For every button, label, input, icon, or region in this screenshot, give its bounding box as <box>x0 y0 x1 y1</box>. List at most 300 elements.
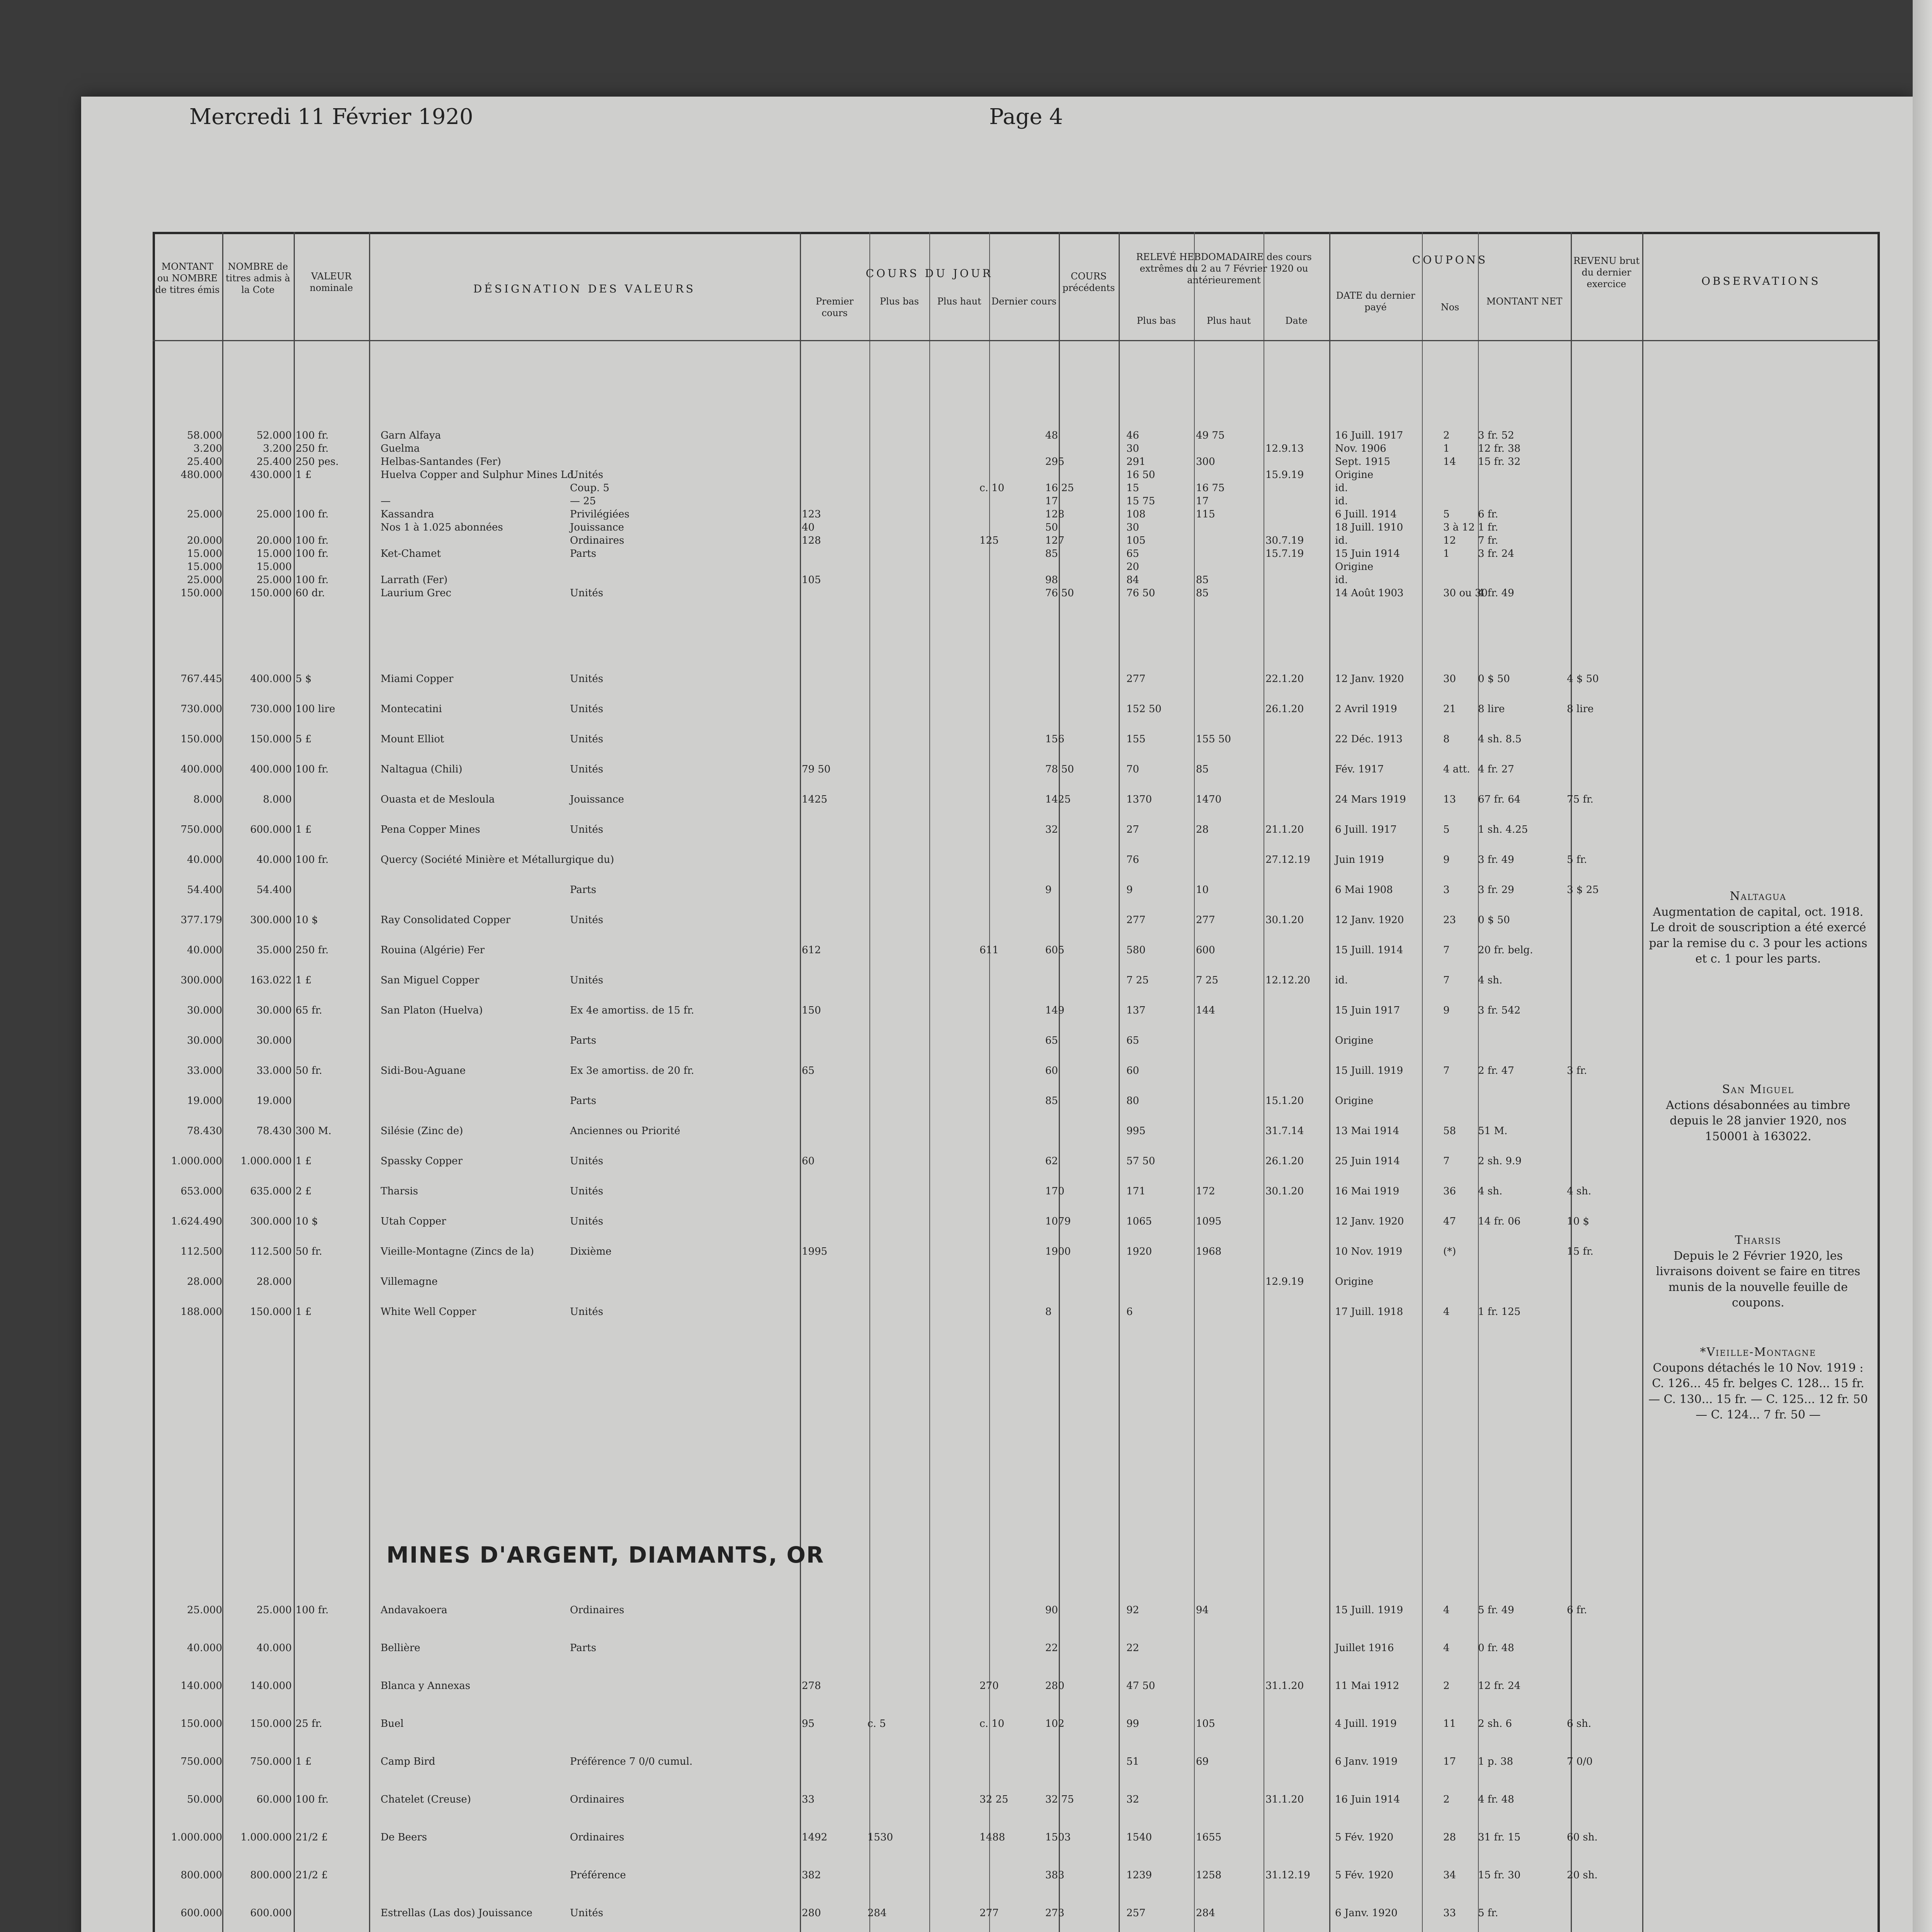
cell-cno: 21 <box>1443 703 1456 715</box>
cell-cnet: 3 fr. 24 <box>1478 548 1514 560</box>
cell-nombre: 600.000 <box>250 1907 292 1919</box>
cell-rdate: 22.1.20 <box>1265 673 1304 685</box>
cell-nominal: 250 pes. <box>296 456 339 468</box>
security-name: Nos 1 à 1.025 abonnées <box>381 522 503 533</box>
cell-nombre: 54.400 <box>257 884 292 896</box>
cell-rbas: 105 <box>1126 535 1146 546</box>
cell-nombre: 52.000 <box>257 430 292 441</box>
security-name: Mount Elliot <box>381 733 444 745</box>
cell-rhaut: 16 75 <box>1196 482 1225 494</box>
page-number: Page 4 <box>989 104 1063 129</box>
cell-rev: 15 fr. <box>1567 1246 1594 1257</box>
col-head-releve: RELEVÉ HEBDOMADAIRE des cours extrêmes du 2 au 7 Février 1920 ou antérieurement <box>1136 252 1312 286</box>
cell-rhaut: 7 25 <box>1196 975 1218 986</box>
cell-cdate: 16 Mai 1919 <box>1335 1185 1400 1197</box>
cell-rev: 4 sh. <box>1567 1185 1592 1197</box>
cell-montant: 20.000 <box>187 535 222 546</box>
cell-nombre: 300.000 <box>250 1216 292 1227</box>
cell-prec: 48 <box>1045 430 1058 441</box>
cell-rhaut: 115 <box>1196 509 1215 520</box>
table-row <box>153 1034 1880 1047</box>
security-class: Parts <box>570 884 597 896</box>
cell-nominal: 100 fr. <box>296 764 329 775</box>
table-row <box>153 1755 1880 1768</box>
cell-dernier: 277 <box>980 1907 999 1919</box>
cell-cdate: id. <box>1335 482 1348 494</box>
cell-nombre: 15.000 <box>257 548 292 560</box>
cell-cno: 8 <box>1443 733 1450 745</box>
cell-rbas: 84 <box>1126 574 1139 586</box>
cell-montant: 15.000 <box>187 548 222 560</box>
table-row <box>153 1094 1880 1107</box>
security-class: Unités <box>570 1185 604 1197</box>
cell-cnet: 15 fr. 32 <box>1478 456 1521 468</box>
cell-cdate: 25 Juin 1914 <box>1335 1155 1400 1167</box>
cell-montant: 30.000 <box>187 1035 222 1046</box>
cell-nombre: 60.000 <box>257 1794 292 1805</box>
cell-rhaut: 1655 <box>1196 1832 1222 1843</box>
cell-rbas: 291 <box>1126 456 1146 468</box>
cell-montant: 188.000 <box>180 1306 222 1318</box>
security-class: Unités <box>570 975 604 986</box>
cell-rhaut: 49 75 <box>1196 430 1225 441</box>
cell-nominal: 100 fr. <box>296 1604 329 1616</box>
cell-cdate: 6 Mai 1908 <box>1335 884 1393 896</box>
cell-montant: 25.000 <box>187 574 222 586</box>
cell-rbas: 277 <box>1126 914 1146 926</box>
cell-cno: 7 <box>1443 944 1450 956</box>
col-head-releve-date: Date <box>1285 315 1308 326</box>
cell-cdate: 15 Juin 1917 <box>1335 1005 1400 1016</box>
cell-cnet: 5 fr. 49 <box>1478 1604 1514 1616</box>
cell-rhaut: 300 <box>1196 456 1215 468</box>
cell-prec: 280 <box>1045 1680 1065 1692</box>
cell-cno: 9 <box>1443 1005 1450 1016</box>
cell-montant: 19.000 <box>187 1095 222 1107</box>
cell-rbas: 137 <box>1126 1005 1146 1016</box>
security-class: Ordinaires <box>570 1832 624 1843</box>
cell-cnet: 4 sh. 8.5 <box>1478 733 1522 745</box>
col-head-coupons: COUPONS <box>1412 253 1488 266</box>
cell-nombre: 150.000 <box>250 1718 292 1730</box>
cell-cno: 4 <box>1443 1642 1450 1654</box>
cell-cno: 30 <box>1443 673 1456 685</box>
cell-cno: 34 <box>1443 1869 1456 1881</box>
cell-rbas: 80 <box>1126 1095 1139 1107</box>
cell-cdate: 12 Janv. 1920 <box>1335 914 1404 926</box>
cell-cno: 11 <box>1443 1718 1456 1730</box>
cell-premier: 79 50 <box>802 764 831 775</box>
security-class: Dixième <box>570 1246 612 1257</box>
observation-text: Depuis le 2 Février 1920, les livraisons doivent se faire en titres munis de la nouvelle feuille de coupons. <box>1656 1249 1861 1310</box>
cell-prec: 76 50 <box>1045 587 1074 599</box>
cell-rev: 8 lire <box>1567 703 1594 715</box>
cell-montant: 750.000 <box>180 824 222 835</box>
cell-rbas: 15 <box>1126 482 1139 494</box>
cell-montant: 30.000 <box>187 1005 222 1016</box>
cell-prec: 295 <box>1045 456 1065 468</box>
cell-nombre: 150.000 <box>250 733 292 745</box>
col-head-plus-haut: Plus haut <box>937 296 981 307</box>
security-class: Unités <box>570 673 604 685</box>
cell-prec: 22 <box>1045 1642 1058 1654</box>
cell-montant: 112.500 <box>180 1246 222 1257</box>
security-class: Parts <box>570 1095 597 1107</box>
security-class: Parts <box>570 1035 597 1046</box>
cell-cnet: 1 sh. 4.25 <box>1478 824 1528 835</box>
cell-cdate: id. <box>1335 574 1348 586</box>
cell-cnet: 8 lire <box>1478 703 1505 715</box>
cell-rhaut: 1095 <box>1196 1216 1222 1227</box>
cell-cno: 17 <box>1443 1756 1456 1767</box>
observation-title: San Miguel <box>1722 1083 1794 1096</box>
cell-nominal: 1 £ <box>296 1155 312 1167</box>
cell-nominal: 100 fr. <box>296 854 329 866</box>
cell-nombre: 400.000 <box>250 673 292 685</box>
cell-rdate: 15.7.19 <box>1265 548 1304 560</box>
cell-nominal: 10 $ <box>296 914 318 926</box>
table-row <box>153 1245 1880 1258</box>
col-head-dernier: Dernier cours <box>991 296 1057 307</box>
observation-note <box>1646 1082 1870 1145</box>
cell-cnet: 31 fr. 15 <box>1478 1832 1521 1843</box>
cell-cdate: id. <box>1335 495 1348 507</box>
security-class: Unités <box>570 764 604 775</box>
cell-montant: 28.000 <box>187 1276 222 1287</box>
cell-premier: 128 <box>802 535 821 546</box>
table-row <box>153 793 1880 806</box>
cell-prec: 62 <box>1045 1155 1058 1167</box>
table-row <box>153 481 1880 495</box>
cell-montant: 50.000 <box>187 1794 222 1805</box>
table-row <box>153 1906 1880 1920</box>
cell-cnet: 4 sh. <box>1478 975 1503 986</box>
cell-nombre: 40.000 <box>257 854 292 866</box>
cell-rdate: 26.1.20 <box>1265 703 1304 715</box>
security-name: De Beers <box>381 1832 427 1843</box>
table-row <box>153 672 1880 685</box>
cell-cno: 13 <box>1443 794 1456 805</box>
table-row <box>153 1004 1880 1017</box>
cell-rbas: 47 50 <box>1126 1680 1155 1692</box>
cell-montant: 767.445 <box>180 673 222 685</box>
cell-nombre: 40.000 <box>257 1642 292 1654</box>
cell-cno: 12 <box>1443 535 1456 546</box>
security-class: Unités <box>570 824 604 835</box>
cell-prec: 1503 <box>1045 1832 1071 1843</box>
security-name: Rouina (Algérie) Fer <box>381 944 485 956</box>
cell-montant: 25.000 <box>187 509 222 520</box>
cell-montant: 480.000 <box>180 469 222 481</box>
cell-prec: 9 <box>1045 884 1052 896</box>
cell-rbas: 1540 <box>1126 1832 1152 1843</box>
cell-rbas: 16 50 <box>1126 469 1155 481</box>
cell-rhaut: 284 <box>1196 1907 1215 1919</box>
security-name: Quercy (Société Minière et Métallurgique du) <box>381 854 614 866</box>
cell-cdate: 6 Janv. 1920 <box>1335 1907 1398 1919</box>
security-class: Ex 4e amortiss. de 15 fr. <box>570 1005 694 1016</box>
cell-rhaut: 172 <box>1196 1185 1215 1197</box>
cell-nombre: 8.000 <box>263 794 292 805</box>
security-name: Larrath (Fer) <box>381 574 448 586</box>
cell-prec: 1900 <box>1045 1246 1071 1257</box>
cell-nombre: 112.500 <box>250 1246 292 1257</box>
cell-cnet: 3 fr. 29 <box>1478 884 1514 896</box>
cell-cnet: 0 $ 50 <box>1478 673 1510 685</box>
table-row <box>153 1679 1880 1692</box>
cell-rbas: 15 75 <box>1126 495 1155 507</box>
security-class: Unités <box>570 914 604 926</box>
cell-cnet: 2 fr. 47 <box>1478 1065 1514 1077</box>
cell-cnet: 3 fr. 542 <box>1478 1005 1521 1016</box>
cell-nominal: 300 M. <box>296 1125 332 1137</box>
cell-nombre: 78.430 <box>257 1125 292 1137</box>
cell-cnet: 1 fr. <box>1478 522 1498 533</box>
cell-cno: 7 <box>1443 975 1450 986</box>
cell-rdate: 15.9.19 <box>1265 469 1304 481</box>
cell-premier: 95 <box>802 1718 815 1730</box>
cell-rev: 60 sh. <box>1567 1832 1598 1843</box>
cell-rbas: 277 <box>1126 673 1146 685</box>
cell-prec: 102 <box>1045 1718 1065 1730</box>
cell-cnet: 4 fr. 49 <box>1478 587 1514 599</box>
security-name: Blanca y Annexas <box>381 1680 471 1692</box>
security-class: — 25 <box>570 495 596 507</box>
cell-cnet: 6 fr. <box>1478 509 1498 520</box>
table-row <box>153 853 1880 866</box>
table-row <box>153 1604 1880 1617</box>
cell-nombre: 3.200 <box>263 443 292 454</box>
cell-dernier: 32 25 <box>980 1794 1009 1805</box>
cell-nominal: 1 £ <box>296 1756 312 1767</box>
cell-cno: 5 <box>1443 824 1450 835</box>
table-row <box>153 702 1880 716</box>
table-row <box>153 1124 1880 1138</box>
cell-premier: 1995 <box>802 1246 828 1257</box>
cell-rbas: 995 <box>1126 1125 1146 1137</box>
security-class: Unités <box>570 1306 604 1318</box>
security-class: Unités <box>570 1907 604 1919</box>
cell-prec: 32 75 <box>1045 1794 1074 1805</box>
observation-title: *Vieille-Montagne <box>1700 1345 1816 1359</box>
cell-cdate: 16 Juill. 1917 <box>1335 430 1403 441</box>
cell-dernier: 270 <box>980 1680 999 1692</box>
security-name: Chatelet (Creuse) <box>381 1794 471 1805</box>
security-class: Unités <box>570 469 604 481</box>
table-row <box>153 534 1880 547</box>
cell-prec: 60 <box>1045 1065 1058 1077</box>
col-head-revenu: REVENU brut du dernier exercice <box>1573 255 1640 289</box>
cell-rev: 75 fr. <box>1567 794 1594 805</box>
cell-cno: 23 <box>1443 914 1456 926</box>
cell-cdate: 6 Juill. 1917 <box>1335 824 1397 835</box>
col-head-designation: DÉSIGNATION DES VALEURS <box>473 282 696 295</box>
col-head-coupon-no: Nos <box>1440 302 1459 313</box>
cell-cdate: 4 Juill. 1919 <box>1335 1718 1397 1730</box>
cell-montant: 400.000 <box>180 764 222 775</box>
cell-nominal: 1 £ <box>296 1306 312 1318</box>
cell-rhaut: 600 <box>1196 944 1215 956</box>
cell-nominal: 5 $ <box>296 673 312 685</box>
table-row <box>153 1831 1880 1844</box>
cell-rbas: 32 <box>1126 1794 1139 1805</box>
cell-cnet: 3 fr. 52 <box>1478 430 1514 441</box>
cell-nominal: 25 fr. <box>296 1718 322 1730</box>
cell-bas: 1530 <box>867 1832 893 1843</box>
cell-montant: 15.000 <box>187 561 222 573</box>
security-name: Silésie (Zinc de) <box>381 1125 463 1137</box>
cell-montant: 33.000 <box>187 1065 222 1077</box>
security-name: Tharsis <box>381 1185 418 1197</box>
cell-rhaut: 277 <box>1196 914 1215 926</box>
cell-cdate: 15 Juin 1914 <box>1335 548 1400 560</box>
observation-text: Augmentation de capital, oct. 1918. Le droit de souscription a été exercé par la remise du c. 3 pour les actions et c. 1 pour les parts. <box>1649 905 1867 966</box>
security-name: Estrellas (Las dos) Jouissance <box>381 1907 532 1919</box>
cell-montant: 1.624.490 <box>171 1216 222 1227</box>
cell-premier: 1492 <box>802 1832 828 1843</box>
cell-rbas: 171 <box>1126 1185 1146 1197</box>
cell-prec: 8 <box>1045 1306 1052 1318</box>
security-class: Parts <box>570 548 597 560</box>
table-row <box>153 468 1880 481</box>
cell-rdate: 27.12.19 <box>1265 854 1310 866</box>
cell-nominal: 50 fr. <box>296 1065 322 1077</box>
col-head-observations: OBSERVATIONS <box>1701 275 1821 287</box>
cell-cdate: 5 Fév. 1920 <box>1335 1869 1394 1881</box>
cell-rbas: 108 <box>1126 509 1146 520</box>
cell-montant: 25.000 <box>187 1604 222 1616</box>
cell-montant: 140.000 <box>180 1680 222 1692</box>
cell-cnet: 5 fr. <box>1478 1907 1498 1919</box>
cell-nombre: 20.000 <box>257 535 292 546</box>
security-class: Préférence <box>570 1869 626 1881</box>
security-class: Unités <box>570 1155 604 1167</box>
cell-cno: 1 <box>1443 443 1450 454</box>
security-class: Ex 3e amortiss. de 20 fr. <box>570 1065 694 1077</box>
cell-nominal: 65 fr. <box>296 1005 322 1016</box>
cell-cnet: 67 fr. 64 <box>1478 794 1521 805</box>
cell-cdate: 22 Déc. 1913 <box>1335 733 1403 745</box>
security-name: Andavakoera <box>381 1604 447 1616</box>
cell-cno: 30 ou 30 <box>1443 587 1488 599</box>
security-class: Ordinaires <box>570 1604 624 1616</box>
security-name: Ket-Chamet <box>381 548 441 560</box>
security-name: Miami Copper <box>381 673 454 685</box>
cell-cno: 9 <box>1443 854 1450 866</box>
cell-cdate: Sept. 1915 <box>1335 456 1390 468</box>
cell-rdate: 31.1.20 <box>1265 1794 1304 1805</box>
cell-rhaut: 1470 <box>1196 794 1222 805</box>
cell-cnet: 15 fr. 30 <box>1478 1869 1521 1881</box>
cell-nominal: 21/2 £ <box>296 1869 328 1881</box>
cell-premier: 33 <box>802 1794 815 1805</box>
security-class: Unités <box>570 733 604 745</box>
cell-rdate: 26.1.20 <box>1265 1155 1304 1167</box>
cell-rbas: 65 <box>1126 1035 1139 1046</box>
table-row <box>153 508 1880 521</box>
table-row <box>153 587 1880 600</box>
header-rule <box>153 340 1880 341</box>
table-row <box>153 1064 1880 1077</box>
cell-nominal: 250 fr. <box>296 443 329 454</box>
cell-rbas: 76 50 <box>1126 587 1155 599</box>
cell-prec: 98 <box>1045 574 1058 586</box>
col-head-premier: Premier cours <box>816 296 854 318</box>
cell-cdate: 24 Mars 1919 <box>1335 794 1406 805</box>
cell-dernier: 1488 <box>980 1832 1005 1843</box>
cell-prec: 128 <box>1045 509 1065 520</box>
cell-rdate: 31.1.20 <box>1265 1680 1304 1692</box>
table-row <box>153 521 1880 534</box>
cell-premier: 40 <box>802 522 815 533</box>
table-row <box>153 547 1880 560</box>
cell-cdate: 6 Juill. 1914 <box>1335 509 1397 520</box>
cell-cno: 3 <box>1443 884 1450 896</box>
cell-rhaut: 85 <box>1196 764 1209 775</box>
cell-rev: 5 fr. <box>1567 854 1587 866</box>
cell-nombre: 25.000 <box>257 509 292 520</box>
cell-rev: 3 $ 25 <box>1567 884 1599 896</box>
cell-cno: 4 att. <box>1443 764 1470 775</box>
cell-nominal: 10 $ <box>296 1216 318 1227</box>
cell-nombre: 25.000 <box>257 574 292 586</box>
cell-rdate: 31.7.14 <box>1265 1125 1304 1137</box>
table-row <box>153 1185 1880 1198</box>
cell-cdate: 10 Nov. 1919 <box>1335 1246 1403 1257</box>
cell-nombre: 28.000 <box>257 1276 292 1287</box>
cell-montant: 653.000 <box>180 1185 222 1197</box>
cell-cdate: Origine <box>1335 469 1374 481</box>
col-head-coupon-net: MONTANT NET <box>1486 296 1563 307</box>
security-name: Villemagne <box>381 1276 438 1287</box>
cell-dernier: c. 10 <box>980 482 1005 494</box>
table-row <box>153 495 1880 508</box>
cell-montant: 730.000 <box>180 703 222 715</box>
cell-prec: 605 <box>1045 944 1065 956</box>
cell-cnet: 4 fr. 27 <box>1478 764 1514 775</box>
security-class: Préférence 7 0/0 cumul. <box>570 1756 693 1767</box>
col-head-valeur: VALEUR nominale <box>310 271 353 293</box>
cell-cdate: 2 Avril 1919 <box>1335 703 1397 715</box>
security-name: San Miguel Copper <box>381 975 480 986</box>
cell-cno: 58 <box>1443 1125 1456 1137</box>
cell-montant: 1.000.000 <box>171 1155 222 1167</box>
security-class: Ordinaires <box>570 535 624 546</box>
cell-nombre: 33.000 <box>257 1065 292 1077</box>
table-row <box>153 455 1880 468</box>
security-name: Kassandra <box>381 509 434 520</box>
table-row <box>153 429 1880 442</box>
cell-cnet: 0 $ 50 <box>1478 914 1510 926</box>
cell-nombre: 35.000 <box>257 944 292 956</box>
cell-cnet: 7 fr. <box>1478 535 1498 546</box>
cell-rbas: 30 <box>1126 443 1139 454</box>
table-row <box>153 1717 1880 1730</box>
security-name: Garn Alfaya <box>381 430 441 441</box>
cell-nominal: 50 fr. <box>296 1246 322 1257</box>
cell-rbas: 51 <box>1126 1756 1139 1767</box>
cell-rbas: 22 <box>1126 1642 1139 1654</box>
cell-montant: 1.000.000 <box>171 1832 222 1843</box>
security-name: Montecatini <box>381 703 442 715</box>
cell-rbas: 7 25 <box>1126 975 1149 986</box>
cell-cno: 1 <box>1443 548 1450 560</box>
cell-montant: 8.000 <box>193 794 222 805</box>
cell-cdate: 6 Janv. 1919 <box>1335 1756 1398 1767</box>
table-row <box>153 560 1880 573</box>
cell-premier: 123 <box>802 509 821 520</box>
security-class: Privilégiées <box>570 509 630 520</box>
